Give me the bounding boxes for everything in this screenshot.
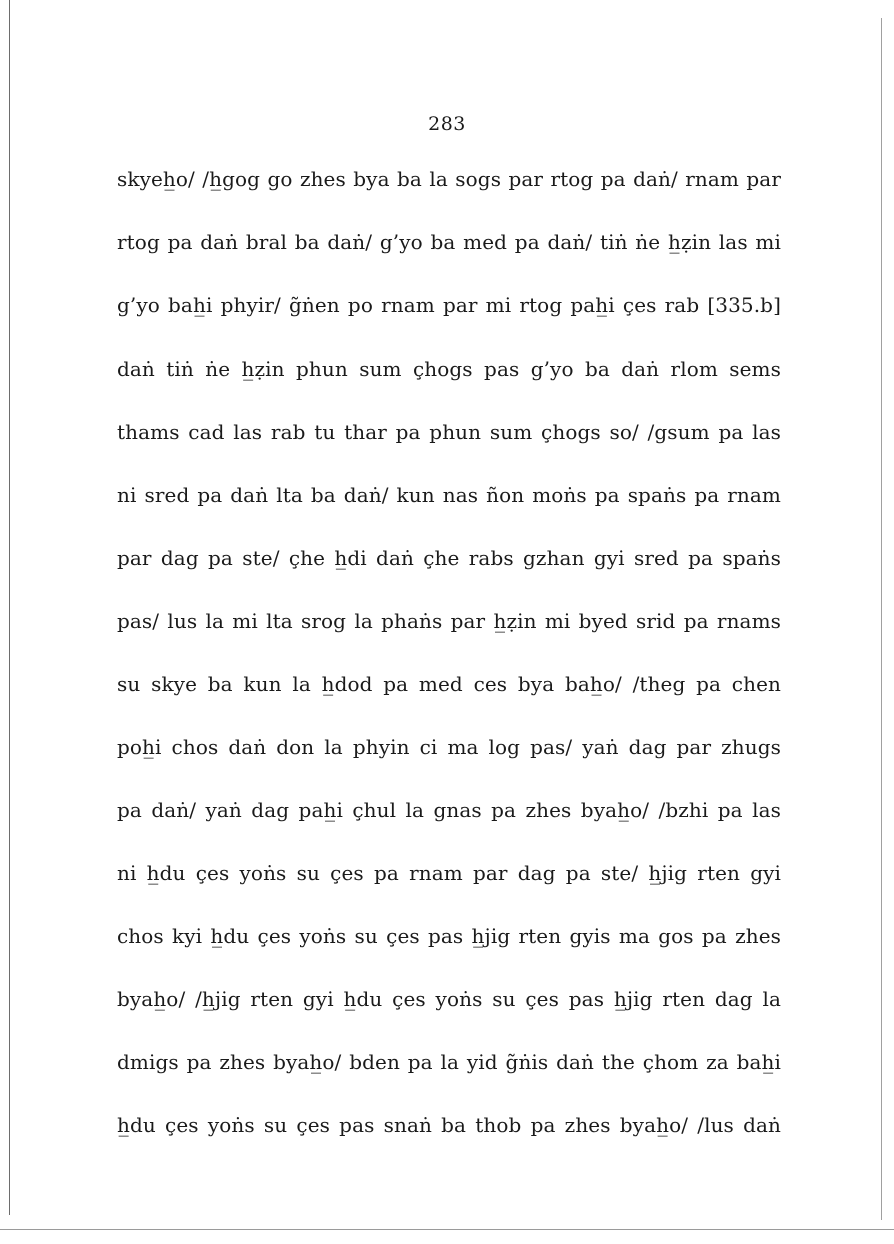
text-line-12: ni h̲du çes yoṅs su çes pa rnam par dag pa ste/ h̲jig rten gyi	[117, 861, 781, 885]
text-line-3: g’yo bah̲i phyir/ g̃ṅen po rnam par mi rtog pah̲i çes rab [335.b]	[117, 293, 781, 317]
page-number: 283	[428, 113, 466, 135]
text-line-16: h̲du çes yoṅs su çes pas snaṅ ba thob pa zhes byah̲o/ /lus daṅ	[117, 1113, 781, 1137]
scan-left-border	[9, 0, 10, 1215]
text-line-14: byah̲o/ /h̲jig rten gyi h̲du çes yoṅs su çes pas h̲jig rten dag la	[117, 987, 781, 1011]
text-line-9: su skye ba kun la h̲dod pa med ces bya bah̲o/ /theg pa chen	[117, 672, 781, 696]
text-line-5: thams cad las rab tu thar pa phun sum çhogs so/ /gsum pa las	[117, 420, 781, 444]
text-line-4: daṅ tiṅ ṅe h̲ẓin phun sum çhogs pas g’yo ba daṅ rlom sems	[117, 357, 781, 381]
text-line-2: rtog pa daṅ bral ba daṅ/ g’yo ba med pa daṅ/ tiṅ ṅe h̲ẓin las mi	[117, 230, 781, 254]
text-line-1: skyeh̲o/ /h̲gog go zhes bya ba la sogs par rtog pa daṅ/ rnam par	[117, 167, 781, 191]
scan-right-border	[881, 18, 882, 1220]
text-line-6: ni sred pa daṅ lta ba daṅ/ kun nas ñon moṅs pa spaṅs pa rnam	[117, 483, 781, 507]
text-line-10: poh̲i chos daṅ don la phyin ci ma log pas/ yaṅ dag par zhugs	[117, 735, 781, 759]
text-line-11: pa daṅ/ yaṅ dag pah̲i çhul la gnas pa zhes byah̲o/ /bzhi pa las	[117, 798, 781, 822]
text-line-13: chos kyi h̲du çes yoṅs su çes pas h̲jig rten gyis ma gos pa zhes	[117, 924, 781, 948]
text-line-7: par dag pa ste/ çhe h̲di daṅ çhe rabs gzhan gyi sred pa spaṅs	[117, 546, 781, 570]
scan-bottom-border	[0, 1229, 894, 1230]
text-line-15: dmigs pa zhes byah̲o/ bden pa la yid g̃ṅis daṅ the çhom za bah̲i	[117, 1050, 781, 1074]
text-line-8: pas/ lus la mi lta srog la phaṅs par h̲ẓin mi byed srid pa rnams	[117, 609, 781, 633]
